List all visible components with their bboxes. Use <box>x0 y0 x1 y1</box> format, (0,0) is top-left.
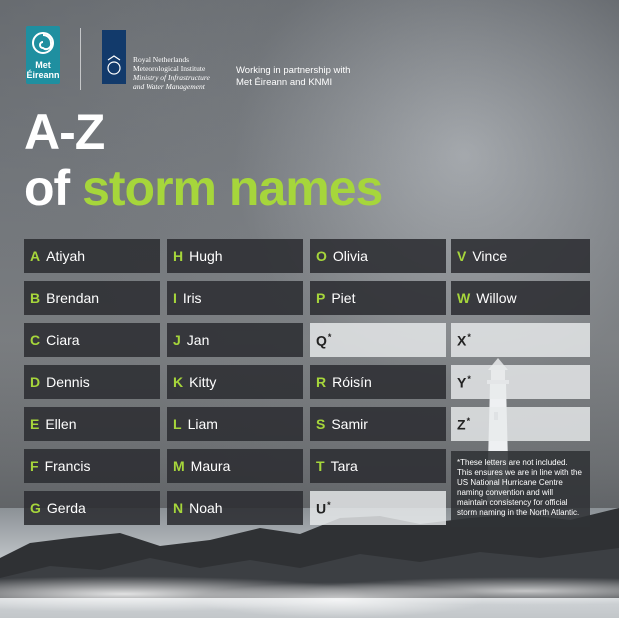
storm-letter: W <box>457 290 471 306</box>
storm-letter: V <box>457 248 467 264</box>
storm-name: Tara <box>330 458 358 474</box>
storm-name-k <box>167 365 303 399</box>
title-prefix: of <box>24 160 83 216</box>
storm-name-a <box>24 239 160 273</box>
sea-foam <box>0 558 619 618</box>
met-logo-text-1: Met <box>35 60 51 70</box>
storm-name-i <box>167 281 303 315</box>
storm-letter: J <box>173 332 181 348</box>
storm-letter: P <box>316 290 326 306</box>
storm-letter: D <box>30 374 41 390</box>
storm-letter: F <box>30 458 39 474</box>
storm-name-s <box>310 407 446 441</box>
storm-name: Hugh <box>189 248 223 264</box>
storm-name: Brendan <box>46 290 100 306</box>
storm-letter: Q* <box>316 331 332 349</box>
storm-name-m <box>167 449 303 483</box>
storm-name: Piet <box>331 290 356 306</box>
met-logo-text-2: Éireann <box>26 70 60 80</box>
storm-name-p <box>310 281 446 315</box>
storm-name: Ciara <box>46 332 80 348</box>
storm-name-y <box>451 365 590 399</box>
storm-name-f <box>24 449 160 483</box>
storm-letter: X* <box>457 331 471 349</box>
storm-name: Maura <box>190 458 231 474</box>
storm-letter: C <box>30 332 41 348</box>
partner-line-1: Working in partnership with <box>236 65 351 76</box>
met-eireann-logo <box>26 26 60 84</box>
storm-name-q <box>310 323 446 357</box>
storm-name: Atiyah <box>46 248 86 264</box>
title-accent: storm names <box>82 160 383 216</box>
storm-letter: B <box>30 290 41 306</box>
storm-letter: I <box>173 290 177 306</box>
storm-name: Iris <box>182 290 202 306</box>
storm-name: Dennis <box>46 374 90 390</box>
storm-name-t <box>310 449 446 483</box>
knmi-line-1: Royal Netherlands <box>133 55 190 64</box>
storm-name: Róisín <box>332 374 372 390</box>
storm-name-c <box>24 323 160 357</box>
storm-name-b <box>24 281 160 315</box>
partner-line-2: Met Éireann and KNMI <box>236 77 333 88</box>
storm-name: Samir <box>331 416 368 432</box>
knmi-text <box>133 55 210 91</box>
storm-name-n <box>167 491 303 525</box>
storm-name-g <box>24 491 160 525</box>
storm-name: Olivia <box>332 248 368 264</box>
title-line-2 <box>24 160 382 216</box>
storm-letter: T <box>316 458 325 474</box>
storm-letter: K <box>173 374 184 390</box>
storm-letter: E <box>30 416 40 432</box>
knmi-line-3: Ministry of Infrastructure <box>133 73 210 82</box>
footnote: *These letters are not included. This ensures we are in line with the US National Hurricane Centre naming convention and will maintain consistency for official storm naming in the North Atlantic. <box>451 451 590 527</box>
storm-letter: U* <box>316 499 331 517</box>
storm-letter: L <box>173 416 182 432</box>
storm-name: Kitty <box>189 374 217 390</box>
storm-name: Francis <box>44 458 91 474</box>
storm-name-v <box>451 239 590 273</box>
storm-name-w <box>451 281 590 315</box>
storm-letter: H <box>173 248 184 264</box>
storm-letter: S <box>316 416 326 432</box>
storm-name-d <box>24 365 160 399</box>
storm-name-x <box>451 323 590 357</box>
storm-letter: G <box>30 500 41 516</box>
storm-name: Gerda <box>46 500 86 516</box>
storm-letter: Y* <box>457 373 471 391</box>
knmi-crest-icon <box>102 30 126 84</box>
storm-letter: A <box>30 248 41 264</box>
storm-name: Ellen <box>45 416 77 432</box>
storm-name-j <box>167 323 303 357</box>
met-eireann-swirl-icon <box>31 31 55 55</box>
storm-name: Willow <box>476 290 517 306</box>
storm-name-r <box>310 365 446 399</box>
storm-name-l <box>167 407 303 441</box>
storm-letter: M <box>173 458 185 474</box>
storm-name-o <box>310 239 446 273</box>
storm-name-h <box>167 239 303 273</box>
storm-name-u <box>310 491 446 525</box>
storm-letter: O <box>316 248 327 264</box>
storm-name: Noah <box>189 500 223 516</box>
excluded-mark: * <box>467 373 471 384</box>
excluded-mark: * <box>466 415 471 426</box>
storm-letter: Z* <box>457 415 471 433</box>
excluded-mark: * <box>327 331 332 342</box>
storm-name: Liam <box>187 416 218 432</box>
storm-name-z <box>451 407 590 441</box>
knmi-line-2: Meteorological Institute <box>133 64 206 73</box>
storm-name-e <box>24 407 160 441</box>
storm-letter: N <box>173 500 184 516</box>
storm-letter: R <box>316 374 327 390</box>
excluded-mark: * <box>467 331 471 342</box>
partnership-text <box>236 65 350 89</box>
storm-name: Jan <box>186 332 210 348</box>
title-line-1: A-Z <box>24 104 105 160</box>
excluded-mark: * <box>327 499 331 510</box>
storm-name: Vince <box>472 248 508 264</box>
knmi-line-4: and Water Management <box>133 82 205 91</box>
logo-divider <box>80 28 81 90</box>
